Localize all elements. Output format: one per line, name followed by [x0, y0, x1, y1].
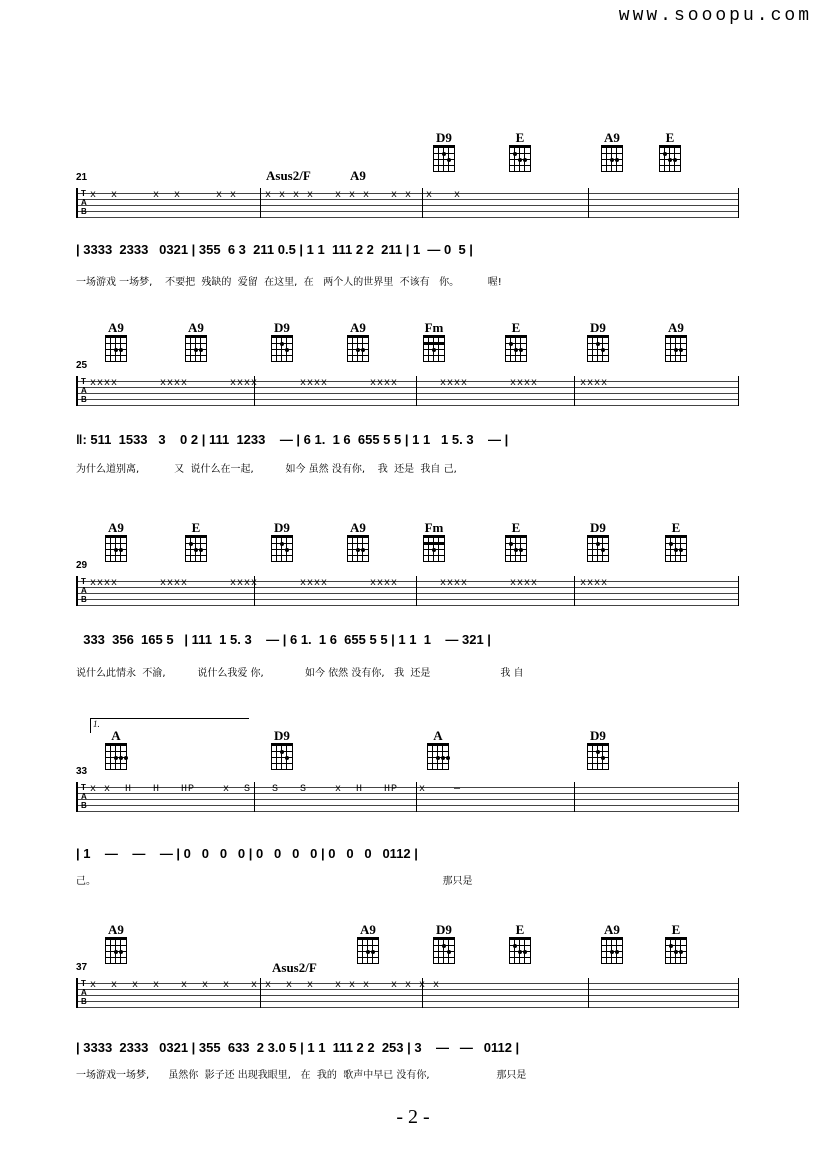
tab-notes: xxxx xxxx xxxx xxxx xxxx xxxx xxxx xxxx: [90, 578, 609, 589]
chord-a9: A9: [656, 320, 696, 362]
chord-e: E: [500, 130, 540, 172]
numbered-notation: ‖: 511 1533 3 0 2 | 111 1233 — | 6 1. 1 6 655 5 5 | 1 1 1 5. 3 — |: [76, 432, 509, 447]
chord-fm: Fm: [414, 320, 454, 362]
measure-number: 29: [76, 560, 88, 571]
tab-clef: T A B: [81, 189, 87, 216]
chord-e: E: [500, 922, 540, 964]
tab-clef: T A B: [81, 577, 87, 604]
measure-number: 37: [76, 962, 88, 973]
tab-staff: [76, 576, 739, 606]
lyrics: 说什么此情永 不渝, 说什么我爱 你, 如今 依然 没有你, 我 还是 我 自: [76, 668, 524, 679]
chord-d9: D9: [578, 520, 618, 562]
chord-e: E: [496, 320, 536, 362]
chord-a: A: [418, 728, 458, 770]
chord-a9: A9: [592, 130, 632, 172]
chord-a: A: [96, 728, 136, 770]
tab-notes: x x H H HP x S S S x H HP x —: [90, 784, 462, 795]
tab-clef: T A B: [81, 377, 87, 404]
tab-notes: xxxx xxxx xxxx xxxx xxxx xxxx xxxx xxxx: [90, 378, 609, 389]
chord-asus2f: Asus2/F: [272, 960, 317, 975]
measure-number: 33: [76, 766, 88, 777]
chord-d9: D9: [578, 728, 618, 770]
tab-staff: [76, 376, 739, 406]
chord-a9: A9: [176, 320, 216, 362]
chord-e: E: [656, 922, 696, 964]
chord-a9: A9: [338, 520, 378, 562]
chord-d9: D9: [262, 728, 302, 770]
tab-clef: T A B: [81, 979, 87, 1006]
chord-e: E: [496, 520, 536, 562]
tab-staff: [76, 978, 739, 1008]
chord-a9: A9: [350, 168, 366, 183]
chord-e: E: [176, 520, 216, 562]
chord-d9: D9: [262, 320, 302, 362]
numbered-notation: | 3333 2333 0321 | 355 6 3 211 0.5 | 1 1 111 2 2 211 | 1 — 0 5 |: [76, 242, 473, 257]
chord-d9: D9: [424, 922, 464, 964]
numbered-notation: 333 356 165 5 | 111 1 5. 3 — | 6 1. 1 6 655 5 5 | 1 1 1 — 321 |: [76, 632, 491, 647]
tab-notes: x x x x x x x x x x x x x x x x x x: [90, 980, 441, 991]
measure-number: 21: [76, 172, 88, 183]
chord-a9: A9: [96, 922, 136, 964]
numbered-notation: | 3333 2333 0321 | 355 633 2 3.0 5 | 1 1 111 2 2 253 | 3 — — 0112 |: [76, 1040, 520, 1055]
chord-a9: A9: [96, 320, 136, 362]
tab-clef: T A B: [81, 783, 87, 810]
chord-a9: A9: [96, 520, 136, 562]
chord-d9: D9: [262, 520, 302, 562]
lyrics: 一场游戏一场梦, 虽然你 影子还 出现我眼里, 在 我的 歌声中早已 没有你, 那只是: [76, 1070, 527, 1081]
chord-d9: D9: [578, 320, 618, 362]
chord-e: E: [656, 520, 696, 562]
chord-asus2f: Asus2/F: [266, 168, 311, 183]
tab-notes: x x x x x x x x x x x x x x x x x: [90, 190, 462, 201]
chord-a9: A9: [338, 320, 378, 362]
chord-a9: A9: [592, 922, 632, 964]
lyrics: 一场游戏 一场梦, 不要把 残缺的 爱留 在这里, 在 两个人的世界里 不该有 你。 喔!: [76, 277, 502, 288]
measure-number: 25: [76, 360, 88, 371]
numbered-notation: | 1 — — — | 0 0 0 0 | 0 0 0 0 | 0 0 0 0112 |: [76, 846, 418, 861]
chord-e: E: [650, 130, 690, 172]
chord-a9: A9: [348, 922, 388, 964]
lyrics: 己。 那只是: [76, 876, 473, 887]
tab-staff: [76, 188, 739, 218]
lyrics: 为什么道别离, 又 说什么在一起, 如今 虽然 没有你, 我 还是 我自 己,: [76, 464, 457, 475]
page-number: - 2 -: [396, 1106, 430, 1128]
tab-staff: [76, 782, 739, 812]
chord-fm: Fm: [414, 520, 454, 562]
first-ending-bracket: 1.: [90, 718, 249, 733]
site-watermark: www.sooopu.com: [618, 6, 812, 26]
chord-d9: D9: [424, 130, 464, 172]
